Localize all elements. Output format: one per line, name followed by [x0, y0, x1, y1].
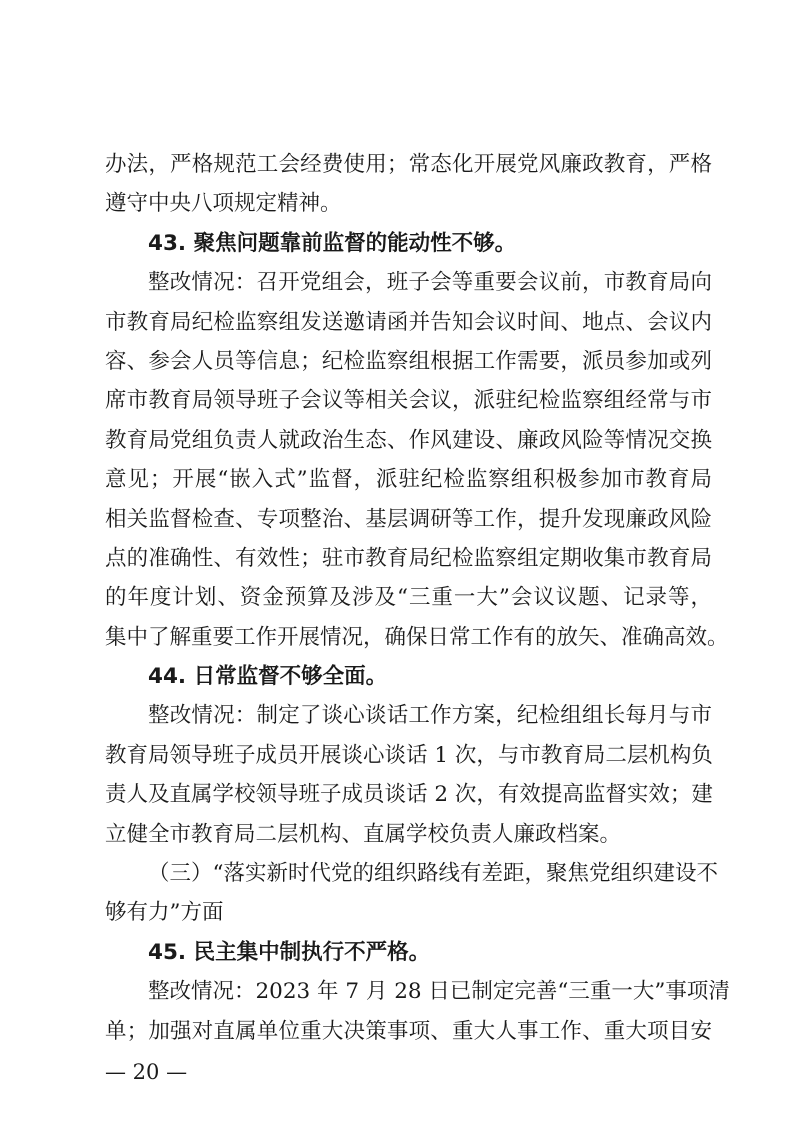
text-line: 集中了解重要工作开展情况，确保日常工作有的放矢、准确高效。	[105, 624, 729, 650]
text-line: 够有力”方面	[105, 900, 224, 926]
text-line: 遵守中央八项规定精神。	[105, 191, 342, 217]
text-line: （三）“落实新时代党的组织路线有差距，聚焦党组织建设不	[148, 861, 718, 887]
text-line: 相关监督检查、专项整治、基层调研等工作，提升发现廉政风险	[105, 506, 712, 532]
text-line: 整改情况：2023 年 7 月 28 日已制定完善“三重一大”事项清	[148, 979, 730, 1005]
section-heading: 45. 民主集中制执行不严格。	[148, 939, 431, 965]
text-line: 整改情况：召开党组会，班子会等重要会议前，市教育局向	[148, 270, 712, 296]
document-body	[105, 145, 730, 1051]
text-line: 立健全市教育局二层机构、直属学校负责人廉政档案。	[105, 821, 622, 847]
text-line: 单；加强对直属单位重大决策事项、重大人事工作、重大项目安	[105, 1018, 712, 1044]
section-heading: 43. 聚焦问题靠前监督的能动性不够。	[148, 230, 517, 256]
text-line: 教育局党组负责人就政治生态、作风建设、廉政风险等情况交换	[105, 427, 712, 453]
text-line: 整改情况：制定了谈心谈话工作方案，纪检组组长每月与市	[148, 703, 712, 729]
text-line: 办法，严格规范工会经费使用；常态化开展党风廉政教育，严格	[105, 152, 712, 177]
text-line: 席市教育局领导班子会议等相关会议，派驻纪检监察组经常与市	[105, 388, 712, 414]
text-line: 容、参会人员等信息；纪检监察组根据工作需要，派员参加或列	[105, 348, 712, 374]
section-heading: 44. 日常监督不够全面。	[148, 664, 388, 690]
text-line: 意见；开展“嵌入式”监督，派驻纪检监察组积极参加市教育局	[105, 467, 712, 493]
text-line: 市教育局纪检监察组发送邀请函并告知会议时间、地点、会议内	[105, 309, 712, 335]
text-line: 点的准确性、有效性；驻市教育局纪检监察组定期收集市教育局	[105, 545, 712, 571]
text-line: 教育局领导班子成员开展谈心谈话 1 次，与市教育局二层机构负	[105, 742, 713, 768]
page-number: — 20 —	[105, 1060, 188, 1084]
text-line: 的年度计划、资金预算及涉及“三重一大”会议议题、记录等，	[105, 585, 712, 611]
text-line: 责人及直属学校领导班子成员谈话 2 次，有效提高监督实效；建	[105, 782, 713, 808]
